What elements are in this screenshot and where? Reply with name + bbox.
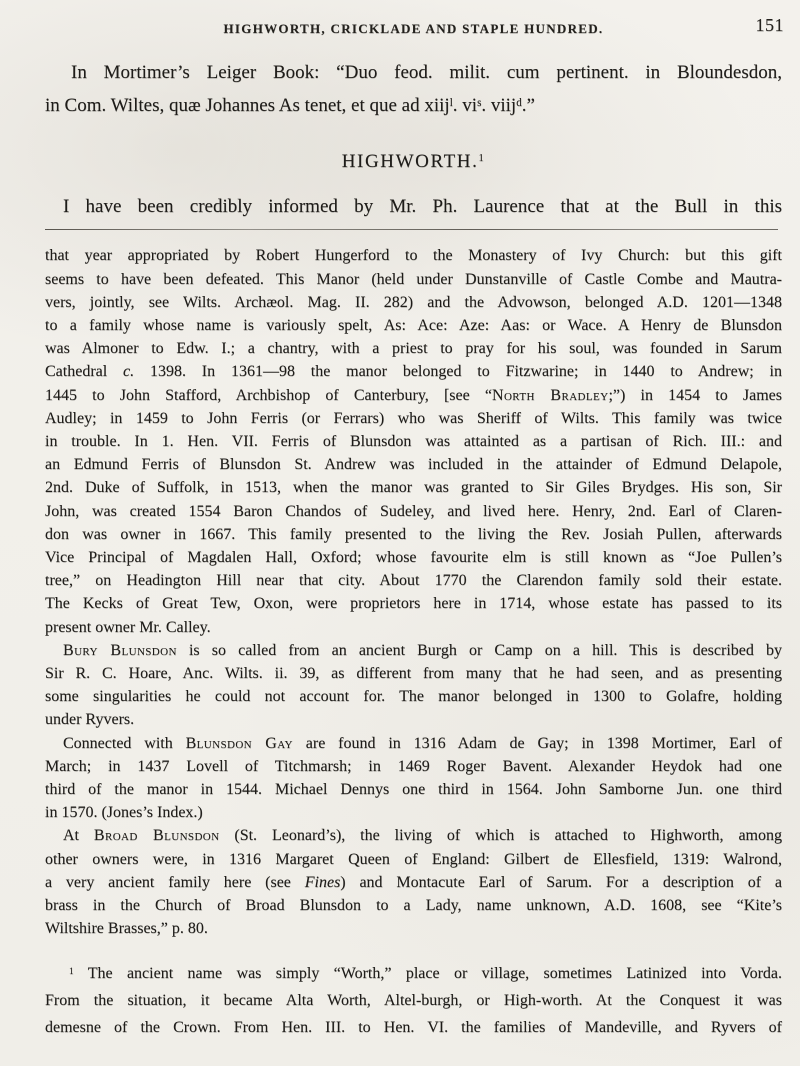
section-heading <box>45 148 782 176</box>
text-segment: At <box>63 827 94 845</box>
text-line <box>45 708 782 731</box>
small-caps-text: Bury Blunsdon <box>63 641 177 659</box>
text-segment: some singularities he could not account for. The manor belonged in 1300 to Golafre, holding <box>45 688 782 706</box>
superscript-mark: 1 <box>69 966 74 977</box>
superscript-mark: d <box>516 96 522 109</box>
text-line <box>45 639 782 662</box>
text-line <box>45 662 782 685</box>
text-segment: demesne of the Crown. From Hen. III. to Hen. VI. the families of Mandeville, and Ryvers of <box>45 1019 782 1037</box>
text-segment: 1445 to John Stafford, Archbishop of Canterbury, [see “ <box>45 386 492 404</box>
text-line <box>45 291 782 314</box>
text-line <box>45 523 782 546</box>
text-line <box>45 476 782 499</box>
text-segment: Vice Principal of Magdalen Hall, Oxford; whose favourite elm is still known as “Joe Pullen’s <box>45 549 782 567</box>
text-segment: Cathedral <box>45 363 124 381</box>
text-line <box>45 89 782 122</box>
text-segment: Audley; in 1459 to John Ferris (or Ferrars) who was Sheriff of Wilts. This family was twice <box>45 409 782 427</box>
text-segment: Sir R. C. Hoare, Anc. Wilts. ii. 39, as different from many that he had seen, and as presenting <box>45 665 782 683</box>
text-line <box>45 500 782 523</box>
text-segment: under Ryvers. <box>45 711 135 729</box>
text-segment: 1398. In 1361—98 the manor belonged to Fitzwarine; in 1440 to Andrew; in <box>134 363 782 381</box>
text-line <box>45 685 782 708</box>
text-line <box>45 732 782 755</box>
heading-footnote-mark: 1 <box>478 153 486 165</box>
text-segment: Connected with <box>63 734 186 752</box>
section-heading-text: HIGHWORTH. <box>341 151 479 172</box>
footnote-divider-rule <box>45 229 778 230</box>
text-line <box>45 987 782 1014</box>
text-segment: is so called from an ancient Burgh or Camp on a hill. This is described by <box>176 641 783 659</box>
footnote-block <box>45 960 782 1041</box>
text-line <box>45 268 782 291</box>
text-line <box>45 848 782 871</box>
text-line <box>45 453 782 476</box>
text-line <box>45 314 782 337</box>
italic-text: Fines <box>304 873 341 891</box>
text-segment: a very ancient family here (see <box>45 873 305 891</box>
text-line <box>45 360 782 383</box>
text-segment: John, was created 1554 Baron Chandos of Sudeley, and lived here. Henry, 2nd. Earl of Claren- <box>45 502 782 520</box>
small-caps-text: Broad Blunsdon <box>93 827 220 845</box>
text-line <box>45 778 782 801</box>
text-segment: ) and Montacute Earl of Sarum. For a description of a <box>340 873 783 891</box>
text-segment: . vi <box>452 95 478 116</box>
small-caps-text: North Bradley <box>492 386 609 404</box>
text-line <box>45 871 782 894</box>
text-line <box>45 244 782 267</box>
text-segment: to a family whose name is variously spelt, As: Ace: Aze: Aas: or Wace. A Henry de Blunsdon <box>45 317 782 334</box>
superscript-mark: l <box>449 96 453 109</box>
text-line <box>45 430 782 453</box>
text-segment: that year appropriated by Robert Hungerford to the Monastery of Ivy Church: but this gift <box>45 247 782 265</box>
text-segment: was Almoner to Edw. I.; a chantry, with a priest to pray for his soul, was founded in Sarum <box>45 340 782 358</box>
text-line <box>45 190 782 223</box>
running-head-title: HIGHWORTH, CRICKLADE AND STAPLE HUNDRED. <box>223 21 604 36</box>
page-number: 151 <box>755 15 784 35</box>
text-segment: in trouble. In 1. Hen. VII. Ferris of Blunsdon was attainted as a partisan of Rich. III.: and <box>45 433 782 451</box>
text-line <box>45 546 782 569</box>
text-segment: 2nd. Duke of Suffolk, in 1513, when the manor was granted to Sir Giles Brydges. His son, Sir <box>45 479 782 497</box>
text-segment: other owners were, in 1316 Margaret Queen of England: Gilbert de Ellesfield, 1319: Walrond, <box>45 850 782 868</box>
text-segment: seems to have been defeated. This Manor (held under Dunstanville of Castle Combe and Mautra- <box>45 270 782 288</box>
text-segment: I have been credibly informed by Mr. Ph. Laurence that at the Bull in this <box>63 196 782 217</box>
text-line <box>45 407 782 430</box>
text-segment: ;”) in 1454 to James <box>608 386 782 404</box>
running-head <box>45 15 784 40</box>
text-line <box>45 1014 782 1041</box>
text-segment: brass in the Church of Broad Blunsdon to a Lady, name unknown, A.D. 1608, see “Kite’s <box>45 897 782 915</box>
text-segment: vers, jointly, see Wilts. Archæol. Mag. II. 282) and the Advowson, belonged A.D. 1201—1348 <box>45 293 782 311</box>
text-line <box>45 917 782 940</box>
text-segment: an Edmund Ferris of Blunsdon St. Andrew was included in the attainder of Edmund Delapole, <box>45 456 782 474</box>
text-segment: are found in 1316 Adam de Gay; in 1398 Mortimer, Earl of <box>292 734 782 752</box>
text-segment: third of the manor in 1544. Michael Dennys one third in 1564. John Samborne Jun. one third <box>45 781 782 799</box>
text-line <box>45 824 782 847</box>
text-segment: The ancient name was simply “Worth,” place or village, sometimes Latinized into Vorda. <box>73 965 782 983</box>
superscript-mark: s <box>477 96 482 109</box>
text-line <box>45 755 782 778</box>
text-segment: (St. Leonard’s), the living of which is attached to Highworth, among <box>219 827 783 845</box>
text-line <box>45 960 782 987</box>
text-segment: present owner Mr. Calley. <box>45 618 211 636</box>
text-segment: in 1570. (Jones’s Index.) <box>45 804 203 822</box>
text-segment: Wiltshire Brasses,” p. 80. <box>45 920 208 938</box>
mortimer-leiger-paragraph <box>45 56 782 122</box>
notes-block <box>45 244 782 940</box>
text-line <box>45 801 782 824</box>
text-segment: From the situation, it became Alta Worth, Altel-burgh, or High-worth. At the Conquest it was <box>45 992 782 1010</box>
text-segment: .” <box>521 95 535 116</box>
text-segment: in Com. Wiltes, quæ Johannes As tenet, et que ad xiij <box>45 95 450 116</box>
text-segment: The Kecks of Great Tew, Oxon, were proprietors here in 1714, whose estate has passed to its <box>45 595 782 613</box>
text-line <box>45 337 782 360</box>
text-segment: March; in 1437 Lovell of Titchmarsh; in 1469 Roger Bavent. Alexander Heydok had one <box>45 757 782 775</box>
lead-paragraph <box>45 190 782 223</box>
text-segment: tree,” on Headington Hill near that city. About 1770 the Clarendon family sold their estate. <box>45 572 782 590</box>
text-line <box>45 56 782 89</box>
text-line <box>45 616 782 639</box>
text-line <box>45 894 782 917</box>
text-line <box>45 592 782 615</box>
text-segment: don was owner in 1667. This family presented to the living the Rev. Josiah Pullen, afterwards <box>45 525 782 543</box>
text-line <box>45 384 782 407</box>
text-segment: . viij <box>481 95 517 116</box>
small-caps-text: Blunsdon Gay <box>185 734 293 752</box>
italic-text: c. <box>123 363 135 381</box>
text-segment: In Mortimer’s Leiger Book: “Duo feod. milit. cum pertinent. in Bloundesdon, <box>71 62 782 83</box>
text-line <box>45 569 782 592</box>
